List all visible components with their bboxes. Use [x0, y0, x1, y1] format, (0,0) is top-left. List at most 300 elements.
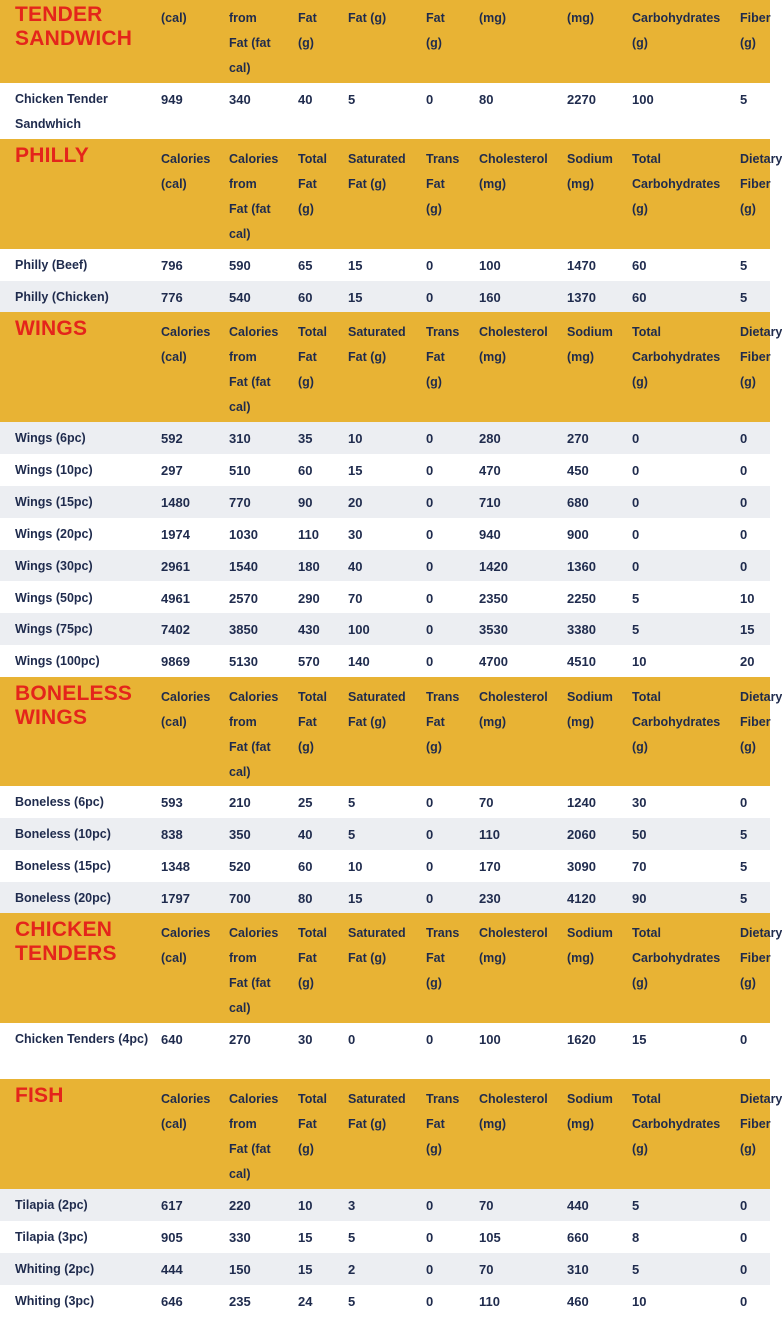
cell-value: 210	[229, 795, 251, 810]
cell-value: 3090	[567, 858, 596, 874]
column-header-line: Fat (g)	[348, 1117, 387, 1131]
cell-value: 5	[740, 92, 748, 107]
cell-value: 0	[740, 494, 748, 510]
section-title: CHICKEN TENDERS	[15, 918, 117, 965]
cell-value: 0	[740, 1032, 748, 1047]
column-header-line: Calories	[229, 690, 279, 704]
cell-value: 65	[298, 258, 313, 273]
column-header-line: Saturated	[348, 325, 406, 339]
column-header	[161, 320, 210, 370]
cell-value: 0	[426, 431, 434, 446]
cell-value: 5	[348, 1229, 356, 1245]
column-header	[298, 1087, 327, 1162]
cell-value: 700	[229, 890, 251, 906]
column-header-line: (mg)	[479, 1117, 507, 1131]
column-header	[567, 921, 613, 971]
cell-value: 2350	[479, 590, 508, 606]
cell-value: 0	[740, 1261, 748, 1277]
column-header-line: (g)	[426, 202, 442, 216]
column-header-line: cal)	[229, 227, 251, 241]
cell-value: 350	[229, 826, 251, 842]
cell-value: 592	[161, 431, 183, 446]
column-header-line: Fiber	[740, 11, 771, 25]
column-header	[740, 1087, 782, 1162]
column-header	[632, 921, 720, 996]
column-header	[567, 147, 613, 197]
column-header-line: (g)	[740, 36, 756, 50]
row-name: Boneless (10pc)	[15, 826, 111, 841]
cell-value: 0	[426, 795, 434, 810]
column-header	[632, 6, 720, 56]
row-name: Boneless (20pc)	[15, 890, 111, 905]
cell-value: 310	[229, 431, 251, 446]
column-header	[229, 320, 278, 420]
column-header-line: Fat	[298, 715, 317, 729]
row-name: Wings (20pc)	[15, 526, 93, 541]
cell-value: 3530	[479, 622, 508, 638]
column-header-line: (g)	[298, 976, 314, 990]
column-header-line: Total	[632, 1092, 661, 1106]
cell-value: 2060	[567, 826, 596, 842]
column-header-line: Saturated	[348, 690, 406, 704]
column-header-line: cal)	[229, 61, 251, 75]
column-header-line: (mg)	[479, 715, 507, 729]
column-header	[632, 685, 720, 760]
column-header-line: Saturated	[348, 152, 406, 166]
cell-value: 430	[298, 622, 320, 638]
column-header-line: (g)	[426, 375, 442, 389]
cell-value: 5	[632, 590, 640, 606]
cell-value: 100	[479, 258, 501, 273]
column-header-line: (g)	[426, 740, 442, 754]
column-header	[229, 1087, 278, 1187]
column-header	[479, 1087, 548, 1137]
cell-value: 0	[426, 289, 434, 305]
column-header	[567, 1087, 613, 1137]
cell-value: 30	[632, 795, 647, 810]
cell-value: 0	[426, 826, 434, 842]
column-header-line: Fat (fat	[229, 202, 271, 216]
column-header-line: cal)	[229, 765, 251, 779]
cell-value: 0	[426, 558, 434, 574]
cell-value: 10	[348, 431, 363, 446]
column-header-line: (cal)	[161, 177, 187, 191]
row-name: Tilapia (3pc)	[15, 1229, 88, 1244]
cell-value: 235	[229, 1293, 251, 1309]
column-header-line: (g)	[632, 1142, 648, 1156]
row-name: Wings (50pc)	[15, 590, 93, 605]
section-title: WINGS	[15, 317, 88, 340]
cell-value: 593	[161, 795, 183, 810]
cell-value: 440	[567, 1198, 589, 1213]
column-header-line: Fat (g)	[348, 11, 387, 25]
column-header-line: from	[229, 715, 257, 729]
column-header-line: (g)	[426, 36, 442, 50]
cell-value: 1240	[567, 795, 596, 810]
column-header	[348, 1087, 406, 1137]
column-header-line: Total	[632, 325, 661, 339]
cell-value: 0	[632, 462, 640, 478]
cell-value: 140	[348, 654, 370, 670]
column-header	[740, 320, 782, 395]
cell-value: 0	[740, 795, 748, 810]
cell-value: 30	[348, 526, 363, 542]
cell-value: 5	[348, 795, 356, 810]
cell-value: 110	[479, 1293, 500, 1309]
cell-value: 10	[348, 858, 363, 874]
column-header	[229, 6, 271, 81]
cell-value: 4961	[161, 590, 190, 606]
column-header-line: Saturated	[348, 1092, 406, 1106]
column-header-line: Fat	[426, 951, 445, 965]
cell-value: 10	[632, 654, 647, 670]
cell-value: 900	[567, 526, 589, 542]
column-header-line: Trans	[426, 926, 460, 940]
cell-value: 5	[348, 92, 356, 107]
column-header-line: Dietary	[740, 152, 782, 166]
cell-value: 1348	[161, 858, 190, 874]
cell-value: 1420	[479, 558, 508, 574]
cell-value: 5	[632, 1198, 640, 1213]
cell-value: 0	[740, 462, 748, 478]
cell-value: 660	[567, 1229, 589, 1245]
column-header	[740, 6, 771, 56]
cell-value: 0	[632, 526, 640, 542]
column-header-line: (cal)	[161, 11, 187, 25]
cell-value: 230	[479, 890, 501, 906]
cell-value: 0	[740, 431, 748, 446]
cell-value: 0	[632, 431, 640, 446]
cell-value: 8	[632, 1229, 640, 1245]
cell-value: 35	[298, 431, 313, 446]
column-header-line: Fat (g)	[348, 350, 387, 364]
column-header	[298, 921, 327, 996]
cell-value: 270	[229, 1032, 251, 1047]
cell-value: 220	[229, 1198, 251, 1213]
cell-value: 1974	[161, 526, 190, 542]
cell-value: 1540	[229, 558, 258, 574]
cell-value: 2270	[567, 92, 596, 107]
row-name: Boneless (6pc)	[15, 795, 104, 809]
cell-value: 5	[740, 858, 748, 874]
column-header-line: (mg)	[479, 350, 507, 364]
cell-value: 310	[567, 1261, 589, 1277]
column-header-line: Calories	[161, 926, 211, 940]
cell-value: 1480	[161, 494, 190, 510]
cell-value: 100	[348, 622, 370, 638]
column-header	[298, 685, 327, 760]
column-header	[567, 6, 594, 31]
column-header-line: Carbohydrates	[632, 715, 721, 729]
cell-value: 2	[348, 1261, 356, 1277]
cell-value: 0	[426, 654, 434, 670]
cell-value: 0	[426, 258, 434, 273]
cell-value: 0	[426, 1032, 434, 1047]
column-header	[567, 685, 613, 735]
column-header-line: Fat (fat	[229, 740, 271, 754]
column-header	[229, 147, 278, 247]
cell-value: 770	[229, 494, 251, 510]
row-name: Chicken Tender Sandwhich	[15, 92, 108, 131]
column-header-line: Cholesterol	[479, 926, 548, 940]
cell-value: 1797	[161, 890, 190, 906]
column-header-line: (mg)	[567, 951, 595, 965]
column-header-line: Fat	[426, 715, 445, 729]
column-header-line: (cal)	[161, 951, 187, 965]
cell-value: 0	[426, 526, 434, 542]
column-header	[479, 921, 548, 971]
cell-value: 0	[740, 558, 748, 574]
column-header-line: (mg)	[479, 177, 507, 191]
cell-value: 90	[632, 890, 647, 906]
column-header-line: from	[229, 951, 257, 965]
column-header	[298, 147, 327, 222]
column-header-line: (g)	[740, 375, 756, 389]
cell-value: 70	[479, 1261, 494, 1277]
cell-value: 40	[298, 826, 313, 842]
column-header	[348, 685, 406, 735]
column-header-line: Calories	[161, 325, 211, 339]
column-header	[348, 320, 406, 370]
column-header-line: Total	[632, 926, 661, 940]
cell-value: 710	[479, 494, 501, 510]
column-header-line: (g)	[298, 740, 314, 754]
column-header-line: cal)	[229, 1167, 251, 1181]
cell-value: 60	[632, 258, 647, 273]
cell-value: 520	[229, 858, 251, 874]
column-header-line: Trans	[426, 152, 460, 166]
row-name: Wings (15pc)	[15, 494, 93, 509]
column-header-line: Fat (g)	[348, 177, 387, 191]
column-header-line: (cal)	[161, 350, 187, 364]
column-header-line: Dietary	[740, 325, 782, 339]
row-name: Philly (Chicken)	[15, 289, 109, 304]
cell-value: 640	[161, 1032, 183, 1047]
cell-value: 60	[298, 462, 313, 478]
column-header-line: Sodium	[567, 926, 613, 940]
column-header-line: Fat	[426, 177, 445, 191]
cell-value: 0	[426, 590, 434, 606]
column-header-line: (g)	[632, 375, 648, 389]
column-header	[229, 685, 278, 785]
cell-value: 0	[426, 890, 434, 906]
cell-value: 0	[426, 858, 434, 874]
row-name: Chicken Tenders (4pc)	[15, 1032, 149, 1046]
column-header-line: Calories	[161, 152, 211, 166]
column-header-line: from	[229, 350, 257, 364]
cell-value: 5	[740, 258, 748, 273]
row-name: Wings (30pc)	[15, 558, 93, 573]
column-header	[479, 320, 548, 370]
cell-value: 0	[426, 92, 434, 107]
row-name: Tilapia (2pc)	[15, 1198, 88, 1212]
column-header-line: (g)	[298, 36, 314, 50]
cell-value: 15	[298, 1229, 313, 1245]
cell-value: 510	[229, 462, 251, 478]
column-header-line: (cal)	[161, 715, 187, 729]
cell-value: 0	[740, 1229, 748, 1245]
cell-value: 20	[740, 654, 755, 670]
cell-value: 570	[298, 654, 320, 670]
cell-value: 4120	[567, 890, 596, 906]
cell-value: 70	[479, 795, 494, 810]
column-header-line: (mg)	[567, 11, 595, 25]
column-header	[426, 147, 459, 222]
cell-value: 50	[632, 826, 647, 842]
column-header	[740, 147, 782, 222]
cell-value: 5	[348, 826, 356, 842]
cell-value: 10	[740, 590, 755, 606]
column-header-line: Carbohydrates	[632, 350, 721, 364]
column-header-line: from	[229, 177, 257, 191]
cell-value: 15	[632, 1032, 647, 1047]
cell-value: 838	[161, 826, 183, 842]
column-header-line: Fat	[426, 1117, 445, 1131]
column-header-line: (g)	[740, 1142, 756, 1156]
cell-value: 3	[348, 1198, 356, 1213]
column-header-line: (mg)	[567, 350, 595, 364]
cell-value: 776	[161, 289, 183, 305]
section-title: FISH	[15, 1084, 64, 1107]
cell-value: 150	[229, 1261, 251, 1277]
cell-value: 110	[298, 526, 319, 542]
cell-value: 70	[348, 590, 363, 606]
column-header-line: Fat (fat	[229, 375, 271, 389]
section-title: BONELESS WINGS	[15, 682, 133, 729]
column-header	[161, 921, 210, 971]
cell-value: 0	[426, 1293, 434, 1309]
column-header	[348, 147, 406, 197]
cell-value: 680	[567, 494, 589, 510]
column-header	[161, 1087, 210, 1137]
column-header-line: (g)	[298, 1142, 314, 1156]
column-header-line: (mg)	[567, 715, 595, 729]
cell-value: 60	[298, 289, 313, 305]
cell-value: 40	[348, 558, 363, 574]
column-header-line: Sodium	[567, 1092, 613, 1106]
column-header-line: Carbohydrates	[632, 951, 721, 965]
column-header-line: Fat (fat	[229, 36, 271, 50]
cell-value: 0	[426, 494, 434, 510]
column-header-line: (mg)	[567, 1117, 595, 1131]
cell-value: 280	[479, 431, 501, 446]
cell-value: 60	[632, 289, 647, 305]
cell-value: 1620	[567, 1032, 596, 1047]
cell-value: 940	[479, 526, 501, 542]
cell-value: 15	[348, 289, 363, 305]
column-header	[567, 320, 613, 370]
cell-value: 5	[632, 1261, 640, 1277]
cell-value: 100	[632, 92, 654, 107]
cell-value: 2250	[567, 590, 596, 606]
cell-value: 0	[632, 558, 640, 574]
column-header	[161, 147, 210, 197]
column-header-line: Dietary	[740, 1092, 782, 1106]
cell-value: 1030	[229, 526, 258, 542]
row-name: Whiting (3pc)	[15, 1293, 95, 1308]
cell-value: 0	[740, 526, 748, 542]
cell-value: 0	[348, 1032, 356, 1047]
column-header-line: Trans	[426, 1092, 460, 1106]
row-name: Wings (6pc)	[15, 431, 86, 445]
column-header-line: Trans	[426, 690, 460, 704]
cell-value: 0	[426, 1229, 434, 1245]
column-header	[229, 921, 278, 1021]
column-header-line: Carbohydrates	[632, 177, 721, 191]
column-header-line: Calories	[229, 325, 279, 339]
cell-value: 949	[161, 92, 183, 107]
cell-value: 100	[479, 1032, 501, 1047]
column-header	[348, 921, 406, 971]
cell-value: 0	[740, 1198, 748, 1213]
column-header-line: (g)	[426, 1142, 442, 1156]
column-header-line: Calories	[161, 1092, 211, 1106]
cell-value: 5	[740, 826, 748, 842]
column-header-line: (mg)	[479, 951, 507, 965]
cell-value: 4510	[567, 654, 596, 670]
column-header-line: (g)	[632, 36, 648, 50]
cell-value: 24	[298, 1293, 313, 1309]
cell-value: 15	[298, 1261, 313, 1277]
cell-value: 5130	[229, 654, 258, 670]
column-header	[348, 6, 386, 31]
column-header	[426, 6, 445, 56]
row-name: Philly (Beef)	[15, 258, 88, 272]
cell-value: 2570	[229, 590, 258, 606]
column-header-line: Cholesterol	[479, 690, 548, 704]
column-header-line: Fiber	[740, 177, 771, 191]
column-header-line: (g)	[740, 976, 756, 990]
column-header-line: (g)	[632, 976, 648, 990]
column-header	[632, 1087, 720, 1162]
column-header-line: Carbohydrates	[632, 1117, 721, 1131]
column-header	[479, 685, 548, 735]
column-header-line: Cholesterol	[479, 152, 548, 166]
section-title: PHILLY	[15, 144, 89, 167]
column-header-line: Calories	[229, 926, 279, 940]
cell-value: 3850	[229, 622, 258, 638]
column-header-line: Sodium	[567, 690, 613, 704]
cell-value: 646	[161, 1293, 183, 1309]
column-header-line: Calories	[229, 152, 279, 166]
cell-value: 3380	[567, 622, 596, 638]
column-header-line: from	[229, 1117, 257, 1131]
row-name: Wings (10pc)	[15, 462, 93, 477]
cell-value: 170	[479, 858, 501, 874]
column-header-line: Fat	[298, 11, 317, 25]
cell-value: 15	[740, 622, 755, 638]
column-header-line: Dietary	[740, 690, 782, 704]
cell-value: 40	[298, 92, 313, 107]
cell-value: 5	[740, 890, 748, 906]
column-header-line: Fat	[298, 951, 317, 965]
column-header-line: from	[229, 11, 257, 25]
column-header-line: Cholesterol	[479, 1092, 548, 1106]
cell-value: 617	[161, 1198, 183, 1213]
column-header-line: Fat	[426, 11, 445, 25]
cell-value: 1370	[567, 289, 596, 305]
cell-value: 796	[161, 258, 183, 273]
column-header	[298, 320, 327, 395]
column-header-line: Fiber	[740, 715, 771, 729]
cell-value: 270	[567, 431, 589, 446]
cell-value: 160	[479, 289, 501, 305]
column-header	[161, 6, 187, 31]
cell-value: 460	[567, 1293, 589, 1309]
column-header-line: Total	[298, 926, 327, 940]
cell-value: 450	[567, 462, 589, 478]
column-header-line: Fat	[298, 1117, 317, 1131]
